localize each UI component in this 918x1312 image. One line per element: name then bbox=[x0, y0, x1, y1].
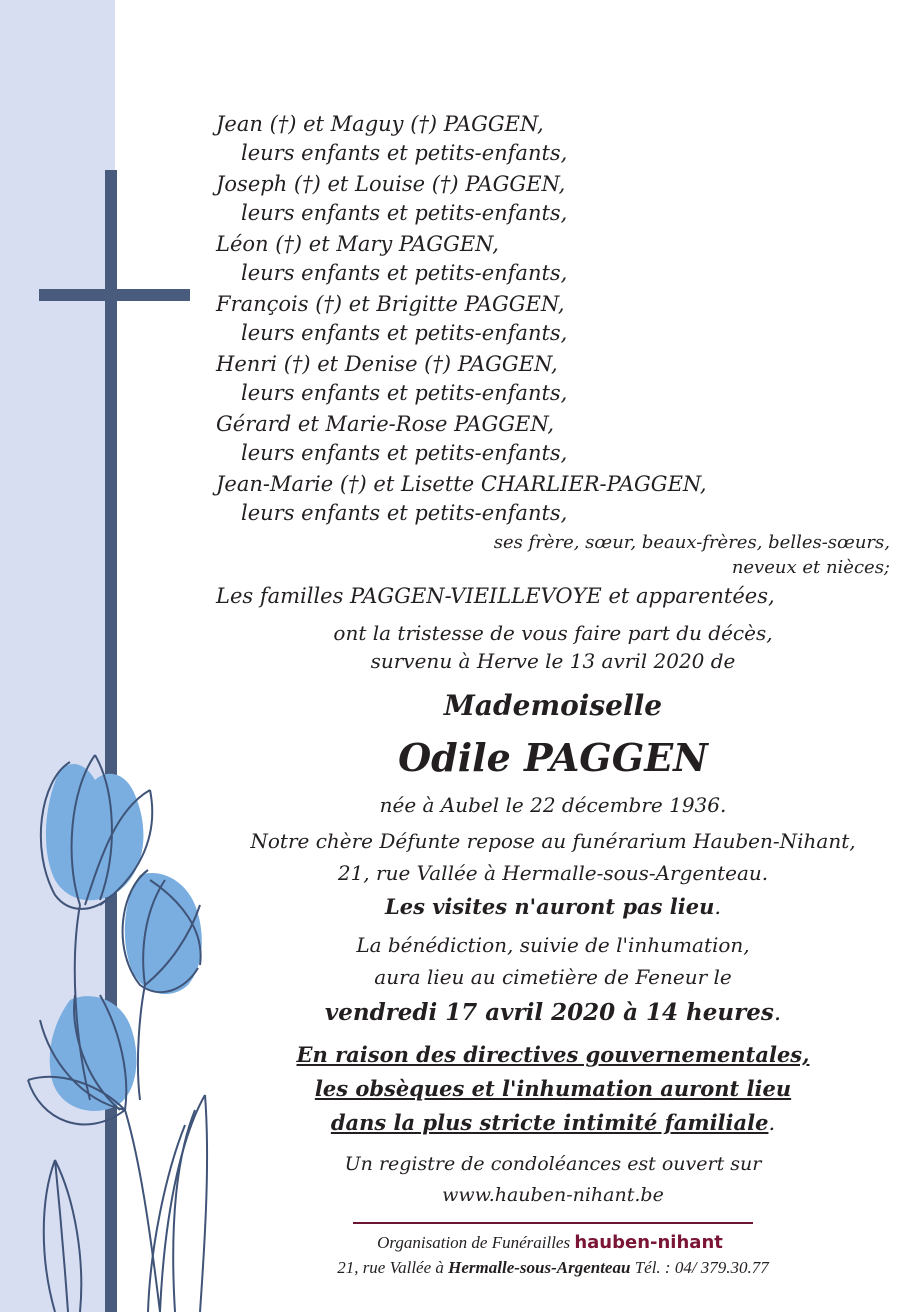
tulip-flowers-icon bbox=[0, 740, 230, 1312]
covid-notice-text: dans la plus stricte intimité familiale bbox=[330, 1110, 769, 1135]
footer-organisation bbox=[230, 1231, 870, 1255]
family-children: leurs enfants et petits-enfants, bbox=[241, 441, 568, 465]
family-children: leurs enfants et petits-enfants, bbox=[241, 201, 568, 225]
family-children: leurs enfants et petits-enfants, bbox=[241, 141, 568, 165]
footer-address bbox=[200, 1256, 906, 1280]
rest-line: Notre chère Défunte repose au funérarium Hauben-Nihant, bbox=[250, 829, 856, 853]
extended-families: Les familles PAGGEN-VIEILLEVOYE et apparentées, bbox=[216, 584, 775, 608]
ceremony-date: vendredi 17 avril 2020 à 14 heures. bbox=[324, 999, 782, 1026]
covid-notice-line: En raison des directives gouvernementales, bbox=[296, 1042, 810, 1067]
deceased-name: Odile PAGGEN bbox=[398, 735, 708, 780]
family-children: leurs enfants et petits-enfants, bbox=[241, 381, 568, 405]
organisation-label: Organisation de Funérailles bbox=[377, 1233, 571, 1252]
family-name: François (†) et Brigitte PAGGEN, bbox=[216, 292, 565, 316]
rest-line: 21, rue Vallée à Hermalle-sous-Argenteau. bbox=[337, 861, 769, 885]
family-name: Joseph (†) et Louise (†) PAGGEN, bbox=[216, 172, 566, 196]
announcement-line: ont la tristesse de vous faire part du décès, bbox=[333, 621, 773, 645]
address-prefix: 21, rue Vallée à bbox=[337, 1258, 444, 1277]
family-children: leurs enfants et petits-enfants, bbox=[241, 261, 568, 285]
announcement-line: survenu à Herve le 13 avril 2020 de bbox=[370, 649, 736, 673]
relatives-line: neveux et nièces; bbox=[731, 557, 890, 578]
phone: Tél. : 04/ 379.30.77 bbox=[634, 1258, 769, 1277]
family-children: leurs enfants et petits-enfants, bbox=[241, 501, 568, 525]
brand-logo: hauben-nihant bbox=[574, 1232, 723, 1253]
family-name: Jean-Marie (†) et Lisette CHARLIER-PAGGEN, bbox=[216, 472, 707, 496]
cross-bar bbox=[39, 289, 190, 301]
covid-notice-line: les obsèques et l'inhumation auront lieu bbox=[314, 1076, 792, 1101]
visits-text: Les visites n'auront pas lieu bbox=[384, 894, 715, 919]
family-name: Henri (†) et Denise (†) PAGGEN, bbox=[216, 352, 558, 376]
condolences-url[interactable]: www.hauben-nihant.be bbox=[442, 1184, 664, 1206]
condolences-line: Un registre de condoléances est ouvert sur bbox=[344, 1153, 762, 1175]
deceased-title: Mademoiselle bbox=[443, 689, 663, 722]
ceremony-date-text: vendredi 17 avril 2020 à 14 heures bbox=[324, 999, 774, 1026]
footer-divider bbox=[353, 1222, 753, 1224]
ceremony-line: La bénédiction, suivie de l'inhumation, bbox=[356, 933, 750, 957]
relatives-line: ses frère, sœur, beaux-frères, belles-sœurs, bbox=[493, 532, 890, 553]
address-town: Hermalle-sous-Argenteau bbox=[448, 1258, 631, 1277]
family-children: leurs enfants et petits-enfants, bbox=[241, 321, 568, 345]
ceremony-line: aura lieu au cimetière de Feneur le bbox=[374, 965, 732, 989]
family-name: Léon (†) et Mary PAGGEN, bbox=[216, 232, 499, 256]
family-name: Jean (†) et Maguy (†) PAGGEN, bbox=[216, 112, 544, 136]
visits-notice: Les visites n'auront pas lieu. bbox=[384, 894, 722, 919]
birth-info: née à Aubel le 22 décembre 1936. bbox=[379, 793, 727, 817]
family-name: Gérard et Marie-Rose PAGGEN, bbox=[216, 412, 555, 436]
covid-notice-line: dans la plus stricte intimité familiale. bbox=[330, 1110, 776, 1135]
